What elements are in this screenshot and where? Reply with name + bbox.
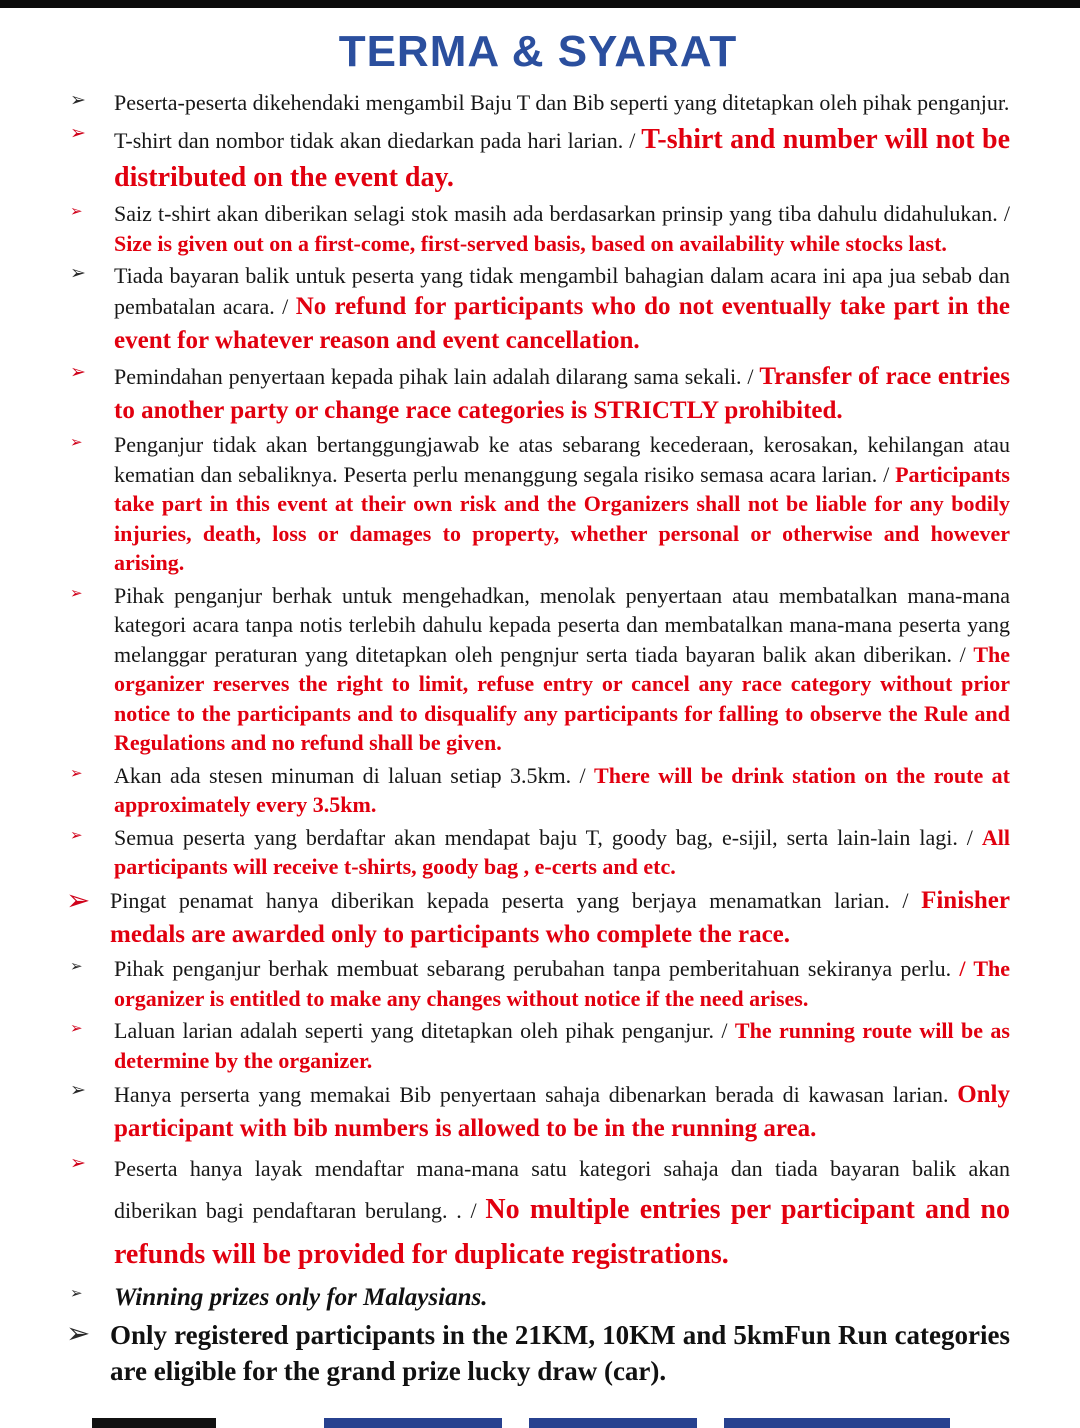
malay-text-segment: Peserta-peserta dikehendaki mengambil Baju T dan Bib seperti yang ditetapkan oleh pihak penganjur. xyxy=(114,90,1010,115)
bullet-arrow-icon: ➢ xyxy=(70,361,86,384)
malay-text-segment: Saiz t-shirt akan diberikan selagi stok masih ada berdasarkan prinsip yang tiba dahulu didahulukan. / xyxy=(114,201,1010,227)
english-text-segment: T-shirt and number will not be distributed on the event day. xyxy=(114,124,1010,193)
english-text-segment: No refund for participants who do not eventually take part in the event for whatever reason and event cancellation. xyxy=(114,293,1010,354)
malay-text-segment: Tiada bayaran balik untuk peserta yang tidak mengambil bahagian dalam acara ini apa jua sebab dan pembatalan acara. / xyxy=(114,262,1010,320)
strip-segment xyxy=(529,1418,696,1428)
bullet-arrow-icon: ➢ xyxy=(70,1283,83,1302)
bullet-text xyxy=(114,823,1010,882)
bullet-arrow-icon: ➢ xyxy=(70,1019,83,1038)
bullet-text xyxy=(114,199,1010,258)
page-title: TERMA & SYARAT xyxy=(338,27,738,76)
bullet-arrow-icon: ➢ xyxy=(70,89,86,111)
malay-text-segment: Hanya perserta yang memakai Bib penyertaan sahaja dibenarkan berada di kawasan larian. xyxy=(114,1082,958,1108)
bullet-text xyxy=(114,430,1010,577)
strip-segment xyxy=(92,1418,216,1428)
malay-text-segment: Peserta hanya layak mendaftar mana-mana satu kategori sahaja dan tiada bayaran balik akan diberikan bagi pendaftaran berulang. . / xyxy=(114,1156,1010,1223)
list-item xyxy=(66,823,1010,882)
bullet-arrow-icon: ➢ xyxy=(70,202,83,221)
bullet-arrow-icon: ➢ xyxy=(70,763,83,782)
bullet-text xyxy=(114,954,1010,1013)
bullet-text xyxy=(114,360,1010,427)
malay-text-segment: Pemindahan penyertaan kepada pihak lain adalah dilarang sama sekali. / xyxy=(114,364,760,390)
list-item xyxy=(66,1281,1010,1315)
malay-text-segment: Laluan larian adalah seperti yang ditetapkan oleh pihak penganjur. / xyxy=(114,1018,735,1044)
malay-text-segment: Semua peserta yang berdaftar akan mendapat baju T, goody bag, e-sijil, serta lain-lain lagi. / xyxy=(114,824,982,850)
list-item xyxy=(66,1078,1010,1145)
english-text-segment: Participants take part in this event at their own risk and the Organizers shall not be liable for any bodily injuries, death, loss or damages to property, whether personal or otherwise and however arising. xyxy=(114,461,1010,576)
malay-text-segment: Winning prizes only for Malaysians. xyxy=(114,1283,488,1311)
malay-text-segment: Pihak penganjur berhak membuat sebarang perubahan tanpa pemberitahuan sekiranya perlu. xyxy=(114,956,960,982)
top-black-bar xyxy=(0,0,1080,8)
bullet-text xyxy=(114,581,1010,758)
english-text-segment: The running route will be as determine by the organizer. xyxy=(114,1018,1010,1073)
list-item xyxy=(66,581,1010,758)
strip-segment xyxy=(724,1418,951,1428)
bullet-text xyxy=(114,1151,1010,1277)
list-item xyxy=(66,1317,1010,1389)
list-item xyxy=(66,884,1010,951)
english-text-segment: Size is given out on a first-come, first-served basis, based on availability while stocks last. xyxy=(114,230,947,256)
bullet-text xyxy=(114,1078,1010,1145)
list-item xyxy=(66,954,1010,1013)
list-item xyxy=(66,360,1010,427)
bullet-arrow-icon: ➢ xyxy=(70,1152,86,1175)
bullet-text xyxy=(114,88,1010,117)
bullet-text xyxy=(114,121,1010,196)
bullet-arrow-icon: ➢ xyxy=(70,1079,86,1102)
list-item xyxy=(66,1151,1010,1277)
bullet-arrow-icon: ➢ xyxy=(70,583,83,602)
english-text-segment: No multiple entries per participant and no refunds will be provided for duplicate registrations. xyxy=(114,1193,1010,1271)
bullet-arrow-icon: ➢ xyxy=(70,261,86,284)
bullet-text xyxy=(114,761,1010,820)
list-item xyxy=(66,199,1010,258)
english-text-segment: There will be drink station on the route at approximately every 3.5km. xyxy=(114,762,1010,818)
next-page-peek-strip xyxy=(0,1418,1080,1428)
malay-text-segment: Pihak penganjur berhak untuk mengehadkan, menolak penyertaan atau membatalkan mana-mana kategori acara tanpa notis terlebih dahulu kepada peserta dan membatalkan mana-mana peserta yang melanggar peraturan yang ditetapkan oleh pengnjur serta tiada bayaran balik akan diberikan. / xyxy=(114,582,1010,667)
bullet-arrow-icon: ➢ xyxy=(70,433,83,452)
malay-text-segment: Penganjur tidak akan bertanggungjawab ke atas sebarang kecederaan, kerosakan, kehilangan atau kematian dan sebaliknya. Peserta perlu menanggung segala risiko semasa acara larian. / xyxy=(114,432,1010,487)
bullet-text xyxy=(114,261,1010,357)
list-item xyxy=(66,88,1010,118)
english-text-segment: Finisher medals are awarded only to participants who complete the race. xyxy=(110,887,1010,948)
bullet-text xyxy=(110,884,1010,951)
bullet-text xyxy=(114,1016,1010,1075)
bullet-arrow-icon: ➢ xyxy=(66,883,91,918)
list-item xyxy=(66,1016,1010,1075)
malay-text-segment: Akan ada stesen minuman di laluan setiap 3.5km. / xyxy=(114,762,595,788)
english-text-segment: All participants will receive t-shirts, goody bag , e-certs and etc. xyxy=(114,824,1010,879)
bullet-arrow-icon: ➢ xyxy=(70,825,83,844)
bullet-arrow-icon: ➢ xyxy=(70,957,83,976)
bullet-arrow-icon: ➢ xyxy=(66,1316,91,1351)
list-item xyxy=(66,121,1010,196)
english-text-segment: Transfer of race entries to another party or change race categories is STRICTLY prohibited. xyxy=(114,363,1011,424)
english-text-segment: / The organizer is entitled to make any changes without notice if the need arises. xyxy=(114,956,1011,1011)
malay-text-segment: T-shirt dan nombor tidak akan diedarkan pada hari larian. / xyxy=(114,128,642,153)
terms-list xyxy=(66,88,1010,1390)
malay-text-segment: Only registered participants in the 21KM, 10KM and 5kmFun Run categories are eligible for the grand prize lucky draw (car). xyxy=(110,1320,1010,1387)
strip-segment xyxy=(324,1418,502,1428)
bullet-arrow-icon: ➢ xyxy=(70,122,86,144)
list-item xyxy=(66,761,1010,820)
english-text-segment: Only participant with bib numbers is allowed to be in the running area. xyxy=(114,1081,1010,1142)
bullet-text xyxy=(110,1317,1010,1389)
list-item xyxy=(66,261,1010,357)
english-text-segment: The organizer reserves the right to limit, refuse entry or cancel any race category without prior notice to the participants and to disqualify any participants for falling to observe the Rule and Regulations and no refund shall be given. xyxy=(114,641,1010,756)
list-item xyxy=(66,430,1010,577)
malay-text-segment: Pingat penamat hanya diberikan kepada peserta yang berjaya menamatkan larian. / xyxy=(110,888,922,914)
bullet-text xyxy=(114,1281,1010,1315)
